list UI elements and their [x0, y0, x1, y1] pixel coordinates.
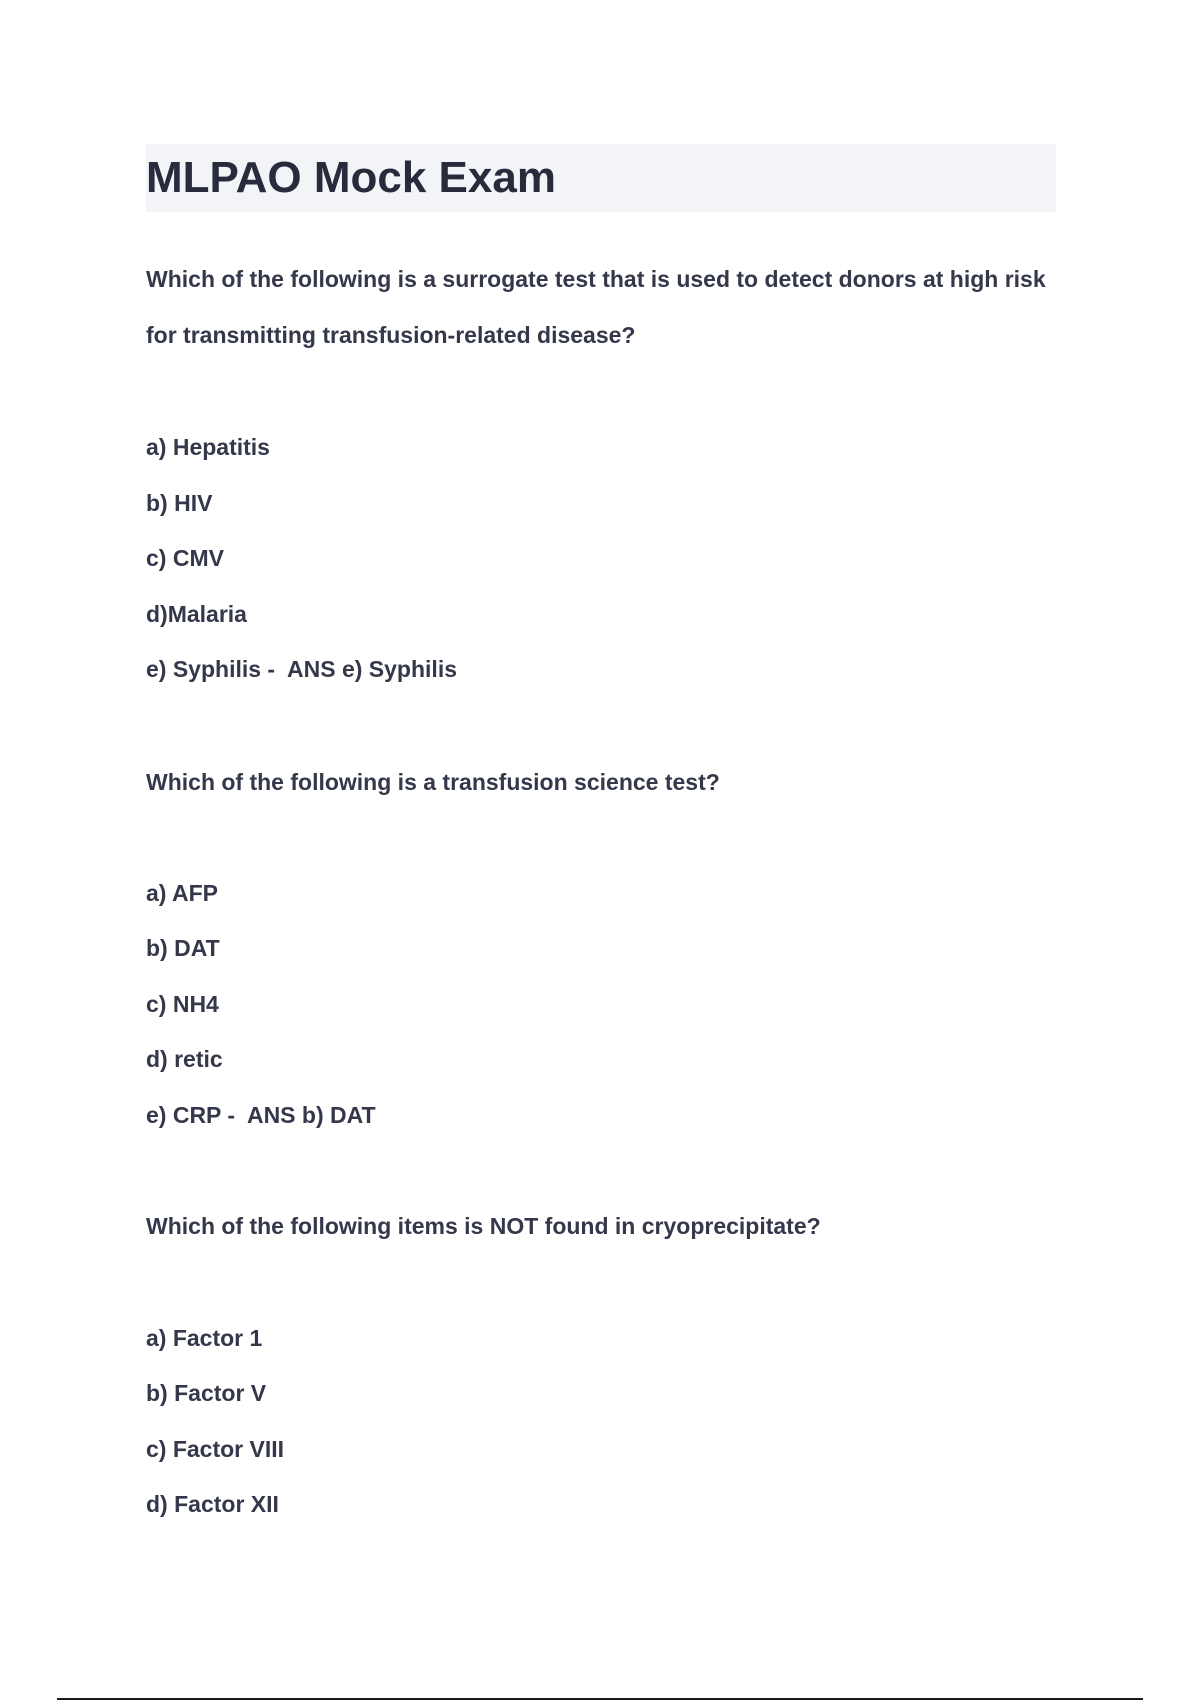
question-2-option-e-answer: e) CRP - ANS b) DAT: [146, 1102, 376, 1128]
question-1-text: Which of the following is a surrogate test that is used to detect donors at high risk for transmitting transfusion-related disease?: [146, 266, 1046, 348]
question-3-option-c: c) Factor VIII: [146, 1436, 285, 1462]
question-1-option-b: b) HIV: [146, 490, 213, 516]
question-2-text: Which of the following is a transfusion science test?: [146, 769, 720, 795]
question-2-option-d: d) retic: [146, 1046, 223, 1072]
question-3-option-d: d) Factor XII: [146, 1491, 279, 1517]
question-2-option-a: a) AFP: [146, 880, 218, 906]
question-3-option-b: b) Factor V: [146, 1380, 267, 1406]
question-3-text: Which of the following items is NOT found in cryoprecipitate?: [146, 1213, 821, 1239]
question-2-option-c: c) NH4: [146, 991, 219, 1017]
question-2-option-b: b) DAT: [146, 935, 220, 961]
question-1-option-e-answer: e) Syphilis - ANS e) Syphilis: [146, 656, 457, 682]
page-title: MLPAO Mock Exam: [146, 153, 556, 202]
question-1-option-d: d)Malaria: [146, 601, 247, 627]
question-1-option-c: c) CMV: [146, 545, 224, 571]
question-1-option-a: a) Hepatitis: [146, 434, 270, 460]
question-3-option-a: a) Factor 1: [146, 1325, 263, 1351]
